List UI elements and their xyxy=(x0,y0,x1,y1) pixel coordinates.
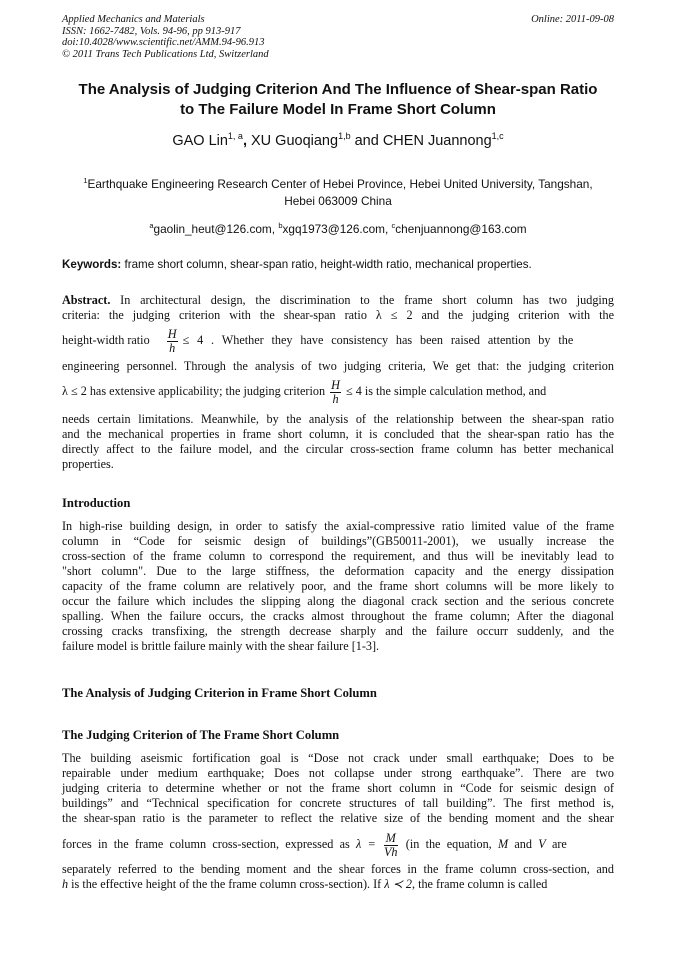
abstract xyxy=(62,293,614,472)
author-3: and CHEN Juannong xyxy=(350,132,492,149)
criterion-line: buildings” and “Technical specification for concrete structures of tall building”. The first method is, xyxy=(62,796,614,810)
fraction-H-over-h xyxy=(167,328,178,355)
symbol-M: M xyxy=(497,837,509,851)
criterion-line: , the frame column is called xyxy=(411,877,548,891)
abstract-line: λ ≤ 2 has extensive applicability; the judging criterion xyxy=(62,384,326,398)
section-heading-analysis: The Analysis of Judging Criterion in Frame Short Column xyxy=(62,686,377,700)
intro-heading: Introduction xyxy=(62,496,131,510)
keywords-label: Keywords: xyxy=(62,258,122,271)
affiliation xyxy=(62,172,614,210)
email-a[interactable]: gaolin_heut@126.com, xyxy=(153,221,279,236)
abstract-line: engineering personnel. Through the analysis of two judging criteria, We get that: the judging criterion xyxy=(62,359,614,373)
author-1: GAO Lin xyxy=(172,132,228,149)
frac-denominator: h xyxy=(169,340,176,355)
abstract-label: Abstract. xyxy=(62,293,111,307)
frac-numerator: M xyxy=(385,830,396,845)
frac-denominator: h xyxy=(332,391,339,406)
keywords-text: frame short column, shear-span ratio, height-width ratio, mechanical properties. xyxy=(121,258,532,271)
abstract-line: ≤ 4 . Whether they have consistency has been raised attention by the xyxy=(182,333,574,347)
affiliation-sup: 1 xyxy=(83,176,88,185)
criterion-line: (in the equation, xyxy=(405,837,492,851)
email-sup-a: a xyxy=(149,221,154,230)
email-c[interactable]: chenjuannong@163.com xyxy=(395,221,527,236)
journal-header xyxy=(62,14,269,60)
author-1-sup: 1, a xyxy=(227,131,243,141)
author-3-sup: 1,c xyxy=(491,131,504,141)
abstract-line: In architectural design, the discrimination to the frame short column has two judging xyxy=(110,293,614,307)
lambda-equals: λ = xyxy=(355,837,376,851)
criterion-body xyxy=(62,751,614,892)
intro-line: occur the failure which includes the slipping along the diagonal crack section and the serious concrete xyxy=(62,594,614,608)
author-2-sup: 1,b xyxy=(338,131,351,141)
criterion-line: forces in the frame column cross-section, expressed as xyxy=(62,837,350,851)
email-sup-b: b xyxy=(278,221,283,230)
intro-line: failure model is brittle failure mainly with the shear failure [1-3]. xyxy=(62,639,380,653)
abstract-line: and the mechanical properties in frame short column, it is concluded that the shear-span ratio has the xyxy=(62,427,614,441)
intro-line: spalling. When the failure occurs, the cracks almost throughout the frame column; After the diagonal xyxy=(62,609,614,623)
criterion-line: The building aseismic fortification goal is “Dose not crack under small earthquake; Does to be xyxy=(62,751,614,765)
fraction-H-over-h xyxy=(330,379,341,406)
affiliation-line-2: Hebei 063009 China xyxy=(284,193,392,208)
criterion-line: judging criteria to determine whether or not the frame short column in “Code for seismic design of xyxy=(62,781,614,795)
symbol-V: V xyxy=(538,837,546,851)
intro-line: capacity of the frame column are relatively poor, and the frame short columns will be more likely to xyxy=(62,579,614,593)
affiliation-line-1: Earthquake Engineering Research Center of Hebei Province, Hebei United University, Tangshan, xyxy=(87,176,593,191)
emails xyxy=(62,221,614,236)
fraction-M-over-Vh xyxy=(384,832,398,859)
keywords xyxy=(62,258,622,271)
title-line-1: The Analysis of Judging Criterion And The Influence of Shear-span Ratio xyxy=(78,81,598,98)
abstract-line: ≤ 4 is the simple calculation method, and xyxy=(345,384,547,398)
intro-line: cross-section of the frame column to correspond the requirement, and thus will be inevitably lead to xyxy=(62,549,614,563)
lambda-less-2: λ ≺ 2 xyxy=(384,877,412,891)
abstract-line: height-width ratio xyxy=(62,333,150,347)
section-heading-criterion: The Judging Criterion of The Frame Short Column xyxy=(62,728,340,742)
doi: doi:10.4028/www.scientific.net/AMM.94-96.913 xyxy=(62,37,265,49)
criterion-line: separately referred to the bending moment and the shear forces in the frame column cross-section, and xyxy=(62,862,614,876)
criterion-line: and xyxy=(514,837,532,851)
title-line-2: to The Failure Model In Frame Short Column xyxy=(180,101,496,118)
abstract-line: criteria: the judging criterion with the shear-span ratio λ ≤ 2 and the judging criterion with the xyxy=(62,308,614,322)
frac-denominator: Vh xyxy=(383,844,398,859)
intro-line: column in “Code for seismic design of buildings”(GB50011-2001), we usually increase the xyxy=(62,534,614,548)
symbol-h: h xyxy=(62,877,69,891)
journal-name: Applied Mechanics and Materials xyxy=(62,14,205,25)
email-sup-c: c xyxy=(391,221,396,230)
email-b[interactable]: xgq1973@126.com, xyxy=(282,221,392,236)
copyright: © 2011 Trans Tech Publications Ltd, Switzerland xyxy=(62,48,269,60)
paper-title xyxy=(62,80,614,120)
frac-numerator: H xyxy=(167,326,177,341)
online-date: Online: 2011-09-08 xyxy=(531,14,614,25)
intro-line: In high-rise building design, in order to satisfy the axial-compressive ratio limited value of the frame xyxy=(62,519,614,533)
author-2: XU Guoqiang xyxy=(246,132,339,149)
criterion-line: is the effective height of the the frame column cross-section). If xyxy=(68,877,382,891)
abstract-line: needs certain limitations. Meanwhile, by the analysis of the relationship between the shear-span ratio xyxy=(62,412,614,426)
abstract-line: directly affect to the failure model, and the circular cross-section frame column has better mechanical xyxy=(62,442,614,456)
issn: ISSN: 1662-7482, Vols. 94-96, pp 913-917 xyxy=(62,25,241,37)
authors xyxy=(62,131,614,149)
intro-line: crossing cracks transfixing, the strength decrease sharply and the failure occurr suddenly, and the xyxy=(62,624,614,638)
criterion-line: are xyxy=(551,837,567,851)
abstract-line: properties. xyxy=(62,457,114,471)
intro-line: "short column". Due to the large stiffness, the deformation capacity and the energy dissipation xyxy=(62,564,614,578)
criterion-line: the shear-span ratio is the parameter to reflect the relative size of the bending moment and the shear xyxy=(62,811,614,825)
intro-body xyxy=(62,519,614,654)
criterion-line: repairable under medium earthquake; Does not collapse under strong earthquake”. There are two xyxy=(62,766,614,780)
author-comma: , xyxy=(242,132,247,149)
frac-numerator: H xyxy=(331,377,340,392)
